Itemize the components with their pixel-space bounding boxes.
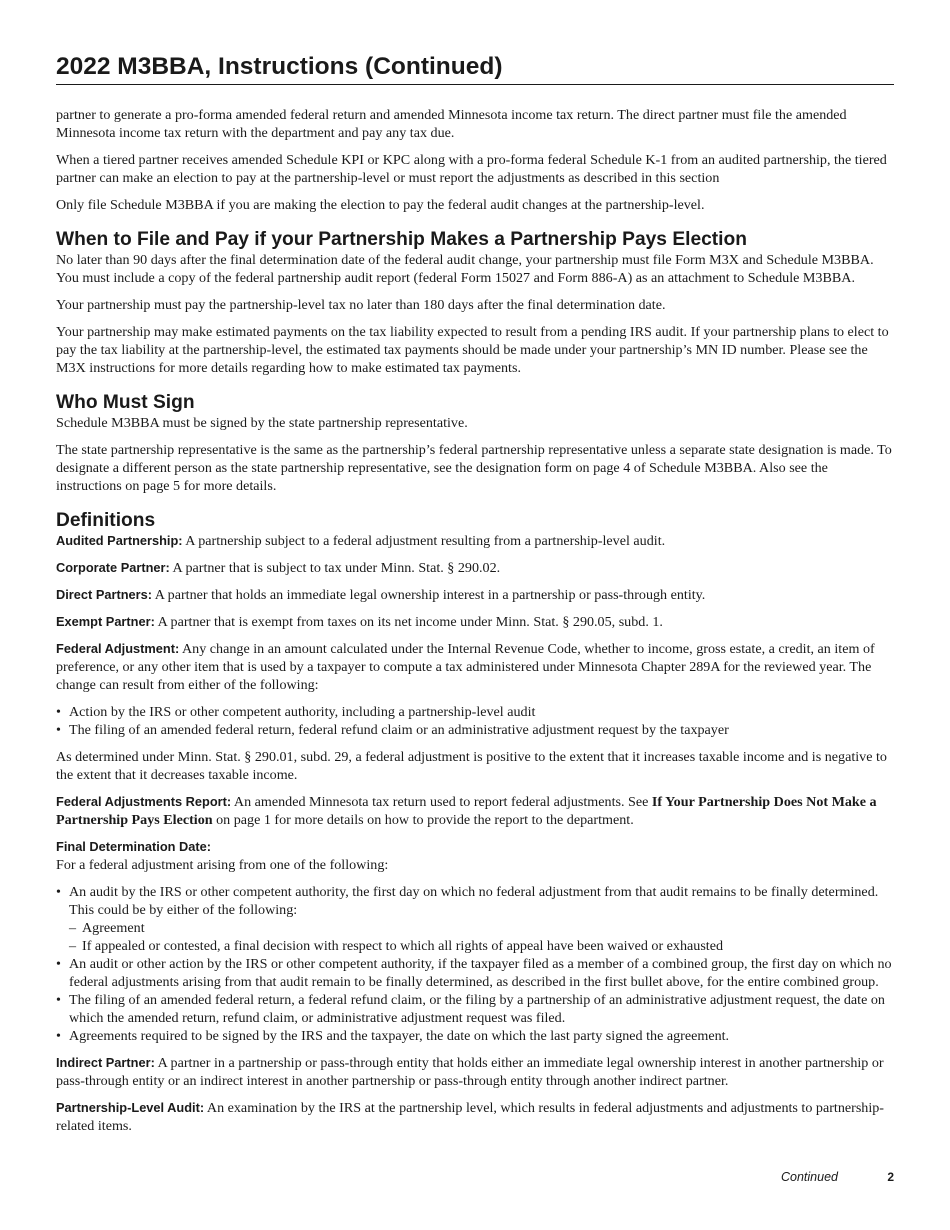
definition-exempt-partner (56, 613, 894, 631)
definition-text: A partnership subject to a federal adjustment resulting from a partnership-level audit. (182, 533, 666, 549)
page-number: 2 (887, 1170, 894, 1184)
definition-term: Audited Partnership: (56, 533, 183, 548)
federal-adjustment-bullet-list (56, 703, 894, 739)
list-item: • An audit or other action by the IRS or other competent authority, if the taxpayer filed as a member of a combined group, the first day on which no federal adjustments arising from that audit remain to be finally determined, as described in the first bullet above, for the entire combined group. (56, 955, 894, 991)
definition-term: Corporate Partner: (56, 560, 170, 575)
definition-term: Federal Adjustment: (56, 641, 180, 656)
definition-text: Any change in an amount calculated under the Internal Revenue Code, whether to income, gross estate, a credit, an item of preference, or any other item that is used by a taxpayer to compute a tax administered under Minnesota Chapter 289A for the reviewed year. The change can result from either of the following: (56, 641, 875, 693)
document-page (56, 52, 894, 1144)
list-item: • The filing of an amended federal return, federal refund claim or an administrative adjustment request by the taxpayer (56, 721, 894, 739)
when-to-file-paragraph-2: Your partnership must pay the partnership-level tax no later than 180 days after the final determination date. (56, 297, 666, 313)
definition-direct-partners (56, 586, 894, 604)
definition-text: A partner that is exempt from taxes on its net income under Minn. Stat. § 290.05, subd. 1. (154, 614, 663, 630)
final-determination-date-bullet-list (56, 883, 894, 1045)
section-heading-when-to-file: When to File and Pay if your Partnership Makes a Partnership Pays Election (56, 229, 747, 250)
definition-term: Partnership-Level Audit: (56, 1100, 205, 1115)
section-heading-definitions: Definitions (56, 510, 156, 531)
definition-text: An amended Minnesota tax return used to report federal adjustments. See (231, 794, 652, 810)
definition-term: Federal Adjustments Report: (56, 794, 232, 809)
definition-text: on page 1 for more details on how to provide the report to the department. (212, 812, 634, 828)
definition-partnership-level-audit (56, 1099, 894, 1135)
intro-paragraph-3: Only file Schedule M3BBA if you are making the election to pay the federal audit changes at the partnership-level. (56, 197, 705, 213)
definition-text: An examination by the IRS at the partnership level, which results in federal adjustments and adjustments to partnership-related items. (56, 1100, 885, 1134)
section-heading-who-must-sign: Who Must Sign (56, 392, 195, 413)
list-item: • Action by the IRS or other competent authority, including a partnership-level audit (56, 703, 894, 721)
definition-text: A partner that is subject to tax under Minn. Stat. § 290.02. (169, 560, 501, 576)
sub-list-item: – If appealed or contested, a final decision with respect to which all rights of appeal have been waived or exhausted (69, 937, 894, 955)
when-to-file-paragraph-3: Your partnership may make estimated payments on the tax liability expected to result from a pending IRS audit. If your partnership plans to elect to pay the tax liability at the partnership-level, the estimated tax payments should be made under your partnership’s MN ID number. Please see the M3X instructions for more details regarding how to make estimated tax payments. (56, 324, 889, 376)
who-must-sign-paragraph-1: Schedule M3BBA must be signed by the state partnership representative. (56, 415, 468, 431)
page-title: 2022 M3BBA, Instructions (Continued) (56, 52, 894, 85)
definition-term: Direct Partners: (56, 587, 153, 602)
section-reference: If Your Partnership Does Not Make a Partnership Pays Election (56, 794, 877, 828)
definition-term: Indirect Partner: (56, 1055, 155, 1070)
list-item: • The filing of an amended federal return, a federal refund claim, or the filing by a partnership of an administrative adjustment request, the date on which the amended return, refund claim, or administrative adjustment request was filed. (56, 991, 894, 1027)
definition-audited-partnership (56, 532, 894, 550)
who-must-sign-paragraph-2: The state partnership representative is the same as the partnership’s federal partnership representative unless a separate state designation is made. To designate a different person as the state partnership representative, see the designation form on page 4 of Schedule M3BBA. Also see the instructions on page 5 for more details. (56, 442, 892, 494)
definition-term-final-determination-date: Final Determination Date: (56, 839, 212, 854)
intro-paragraph-2: When a tiered partner receives amended Schedule KPI or KPC along with a pro-forma federal Schedule K-1 from an audited partnership, the tiered partner can make an election to pay at the partnership-level or must report the adjustments as described in this section (56, 152, 887, 186)
definition-text: A partner in a partnership or pass-through entity that holds either an immediate legal ownership interest in another partnership or pass-through entity or an indirect interest in another partnership or pass-through entity through another indirect partner. (56, 1055, 884, 1089)
sub-list-item: – Agreement (69, 919, 894, 937)
list-item (56, 883, 894, 955)
page-footer (0, 1168, 894, 1186)
page-content (56, 106, 894, 1135)
federal-adjustment-note: As determined under Minn. Stat. § 290.01, subd. 29, a federal adjustment is positive to the extent that it increases taxable income and is negative to the extent that it decreases taxable income. (56, 749, 887, 783)
definition-term: Exempt Partner: (56, 614, 155, 629)
definition-federal-adjustments-report (56, 793, 894, 829)
continued-label: Continued (781, 1170, 838, 1184)
final-determination-date-intro: For a federal adjustment arising from one of the following: (56, 857, 389, 873)
definition-indirect-partner (56, 1054, 894, 1090)
definition-text: A partner that holds an immediate legal ownership interest in a partnership or pass-through entity. (152, 587, 706, 603)
list-item-text: An audit by the IRS or other competent authority, the first day on which no federal adjustment from that audit remains to be finally determined. This could be by either of the following: (69, 884, 879, 918)
definition-federal-adjustment (56, 640, 894, 694)
intro-paragraph-1: partner to generate a pro-forma amended federal return and amended Minnesota income tax return. The direct partner must file the amended Minnesota income tax return with the department and pay any tax due. (56, 107, 847, 141)
when-to-file-paragraph-1: No later than 90 days after the final determination date of the federal audit change, your partnership must file Form M3X and Schedule M3BBA. You must include a copy of the federal partnership audit report (federal Form 15027 and Form 886-A) as an attachment to Schedule M3BBA. (56, 252, 874, 286)
definition-corporate-partner (56, 559, 894, 577)
sub-list (69, 919, 894, 955)
list-item: • Agreements required to be signed by the IRS and the taxpayer, the date on which the last party signed the agreement. (56, 1027, 894, 1045)
